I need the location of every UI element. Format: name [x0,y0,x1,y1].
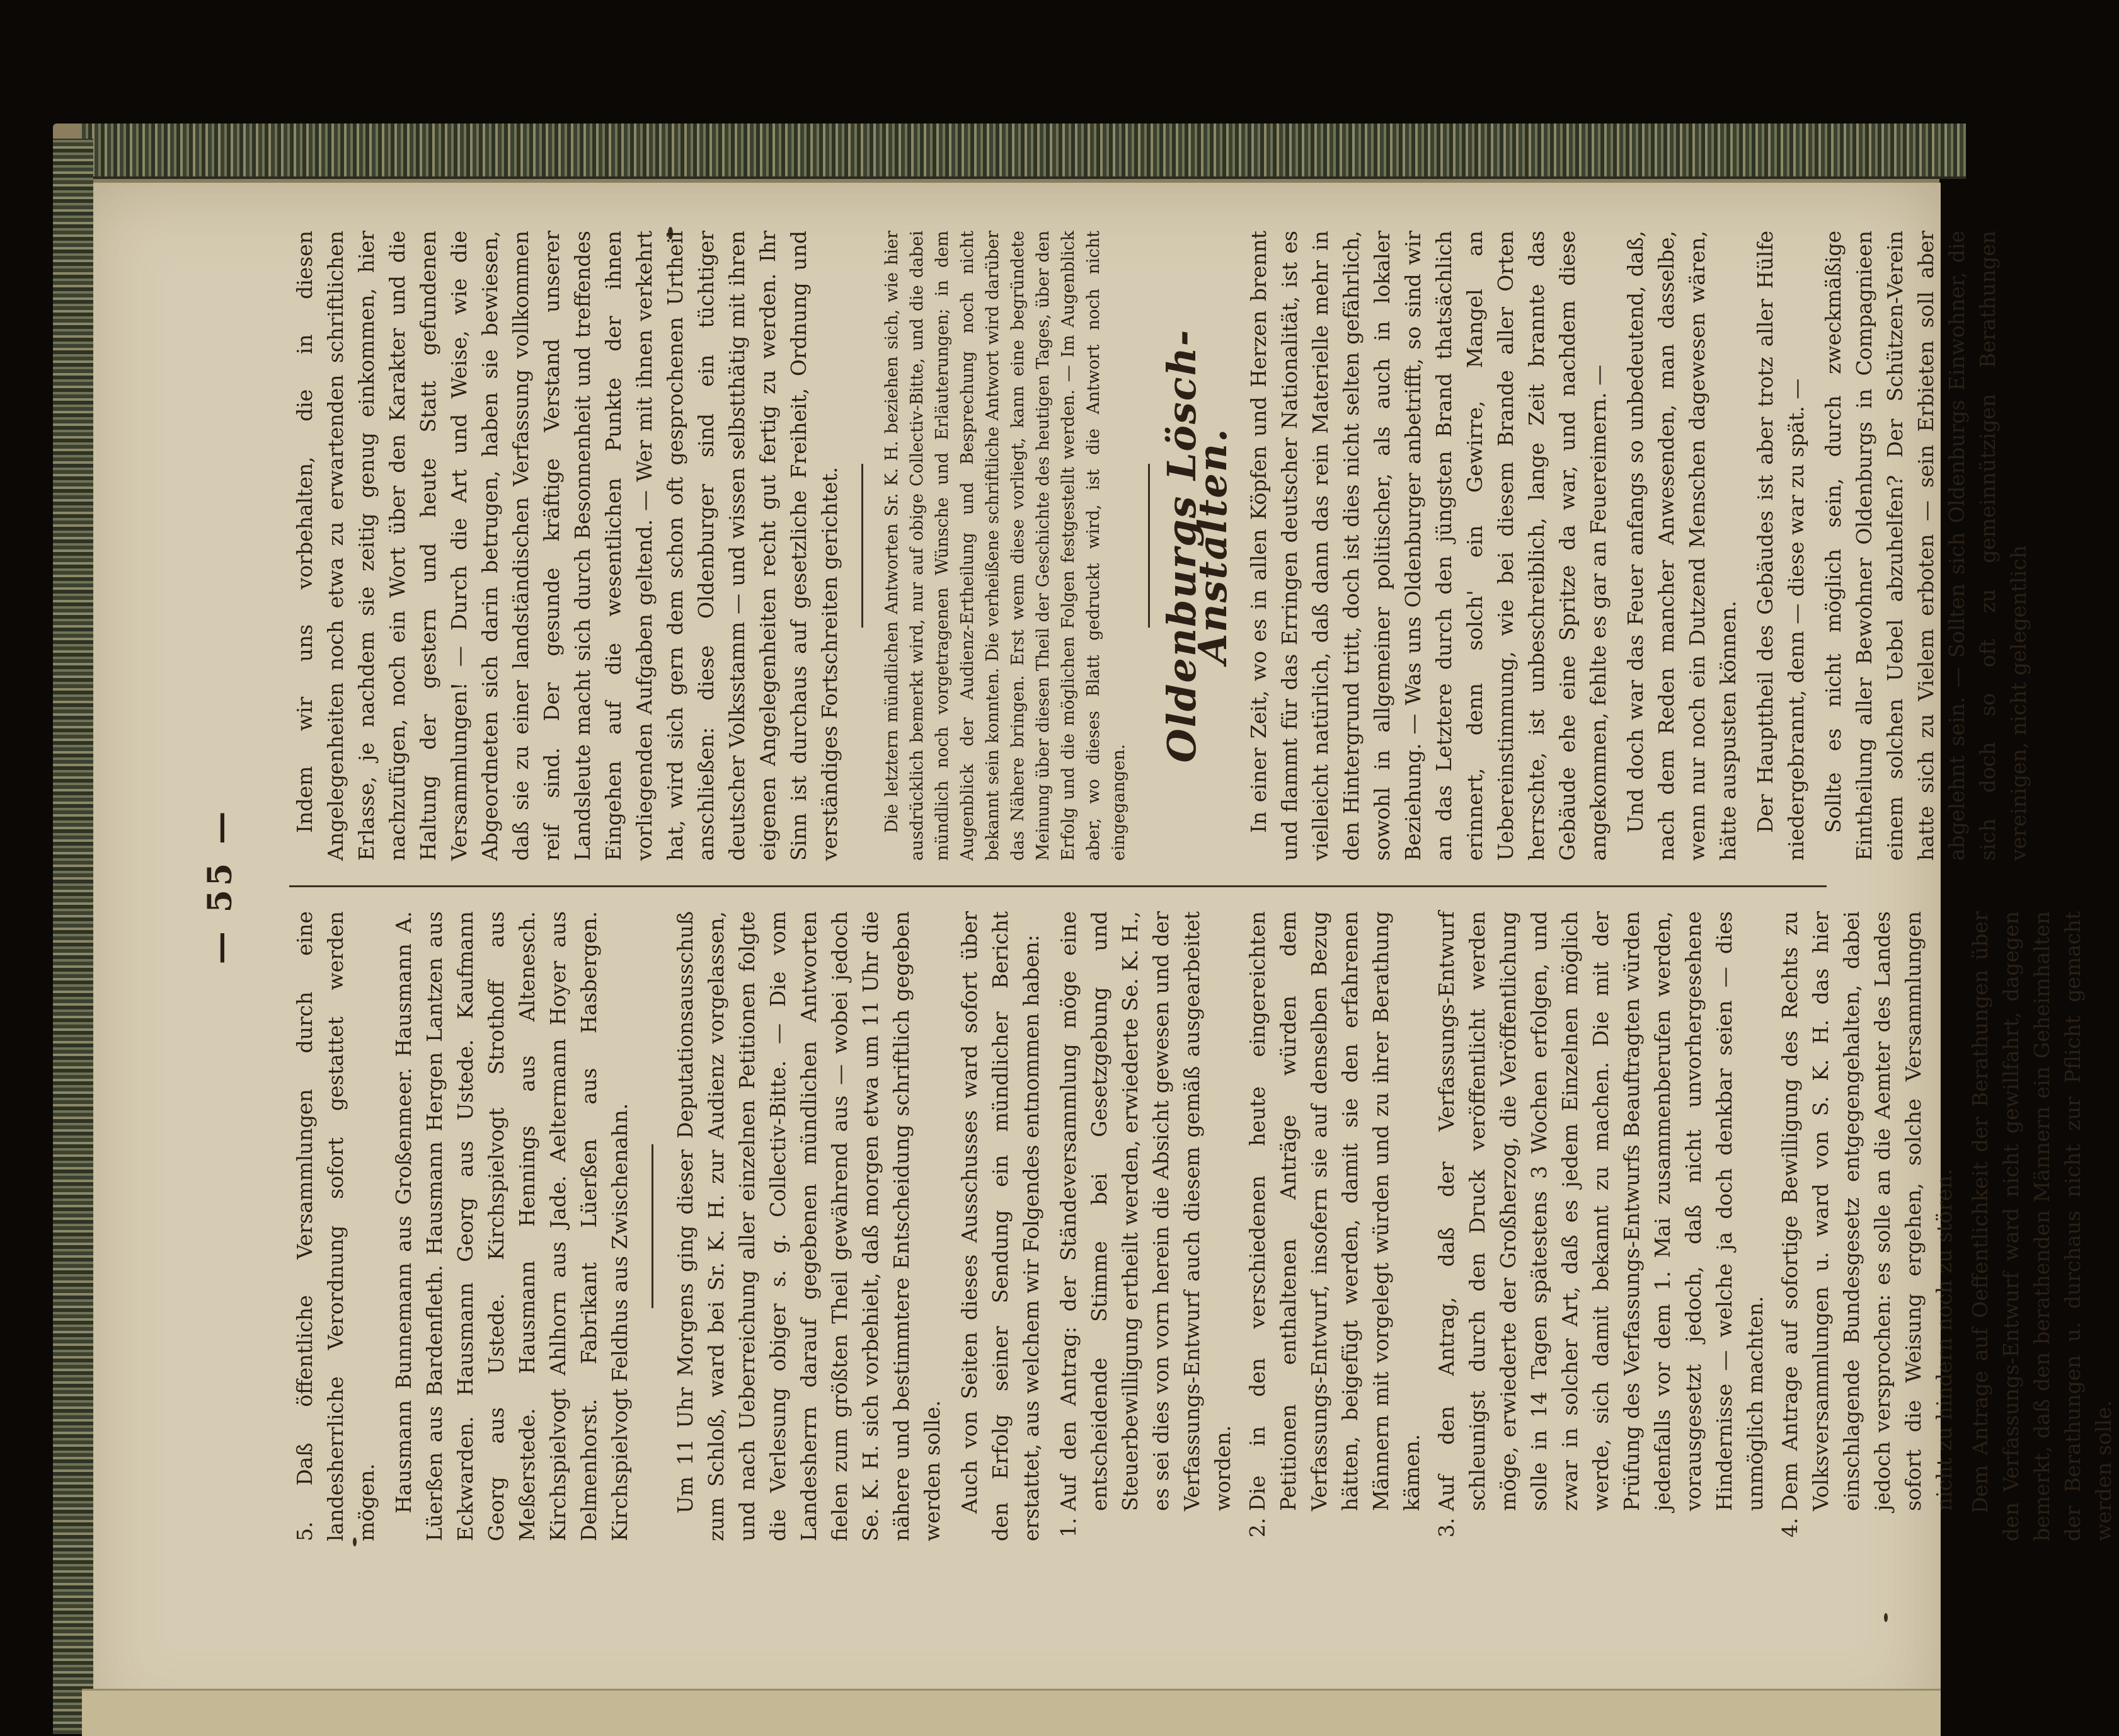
paragraph: Indem wir uns vorbehalten, die in diesen Angelegenheiten noch etwa zu erwartenden schriftlichen Erlasse, je nachdem sie zeitig genug einkommen, hier nachzufügen, noch ein Wort über den Karakter und die Haltung der gestern und heute Statt gefundenen Versammlungen! — Durch die Art und Weise, wie die Abgeordneten sich darin betrugen, haben sie bewiesen, daß sie zu einer landständischen Verfassung vollkommen reif sind. Der gesunde kräftige Verstand unserer Landsleute macht sich durch Besonnenheit und treffendes Eingehen auf die wesentlichen Punkte der ihnen vorliegenden Aufgaben geltend. — Wer mit ihnen verkehrt hat, wird sich gern dem schon oft gesprochenen Urtheil anschließen: diese Oldenburger sind ein tüchtiger deutscher Volksstamm — und wissen selbstthätig mit ihren eigenen Angelegenheiten recht gut fertig zu werden. Ihr Sinn ist durchaus auf gesetzliche Freiheit, Ordnung und verständiges Fortschreiten gerichtet. [292,231,842,861]
facing-page-edge [82,1689,1941,1736]
paragraph: Und doch war das Feuer anfangs so unbedeutend, daß, nach dem Reden mancher Anwesenden, man dasselbe, wenn nur noch ein Dutzend Menschen dagewesen wären, hätte auspusten können. [1623,231,1740,861]
item-5-text: Daß öffentliche Versammlungen durch eine landesherrliche Verordnung sofort gestattet werden mögen. [292,911,379,1541]
rotated-page-content [176,205,2116,1566]
paragraph: Um 11 Uhr Morgens ging dieser Deputationsausschuß zum Schloß, ward bei Sr. K. H. zur Audienz vorgelassen, und nach Ueberreichung aller einzelnen Petitionen folgte die Verlesung obiger s. g. Collectiv-Bitte. — Die vom Landesherrn darauf gegebenen mündlichen Antworten fielen zum größten Theil gewährend aus — wobei jedoch Se. K. H. sich vorbehielt, daß morgen etwa um 11 Uhr die nähere und bestimmtere Entscheidung schriftlich gegeben werden solle. [673,911,945,1541]
signatures: Hausmann Bunnemann aus Großenmeer. Hausmann A. Lüerßen aus Bardenfleth. Hausmann Hergen Lantzen aus Eckwarden. Hausmann Georg aus Ustede. Kaufmann Georg aus Ustede. Kirchspielvogt Strothoff aus Meßerstede. Hausmann Hennings aus Altenesch. Kirchspielvogt Ahlhorn aus Jade. Aeltermann Hoyer aus Delmenhorst. Fabrikant Lüerßen aus Hasbergen. Kirchspielvogt Feldhus aus Zwischenahn. [391,911,632,1541]
list-item: 3. Auf den Antrag, daß der Verfassungs-Entwurf schleunigst durch den Druck veröffentlicht werden möge, erwiederte der Großherzog, die Veröffentlichung solle in 14 Tagen spätestens 3 Wochen erfolgen, und zwar in solcher Art, daß es jedem Einzelnen möglich werde, sich damit bekannt zu machen. Die mit der Prüfung des Verfassungs-Entwurfs Beauftragten würden jedenfalls vor dem 1. Mai zusammenberufen werden, vorausgesetzt jedoch, daß nicht unvorhergesehene Hindernisse — welche ja doch denkbar seien — dies unmöglich machten. [1431,911,1771,1511]
paragraph: Sollte es nicht möglich sein, durch zweckmäßige Eintheilung aller Bewohner Oldenburgs in Compagnieen einem solchen Uebel abzuhelfen? Der Schützen-Verein hatte sich zu Vielem erboten — sein Erbieten soll aber abgelehnt sein. — Sollten sich Oldenburgs Einwohner, die sich doch so oft zu gemeinnützigen Berathungen vereinigen, nicht gelegentlich [1821,231,2031,861]
right-column [289,231,2031,861]
list-item: 2. Die in den verschiedenen heute eingereichten Petitionen enthaltenen Anträge würden dem Verfassungs-Entwurf, insofern sie auf denselben Bezug hätten, beigefügt werden, damit sie den erfahrenen Männern mit vorgelegt würden und zu ihrer Berathung kämen. [1242,911,1427,1511]
paragraph: Der Haupttheil des Gebäudes ist aber trotz aller Hülfe niedergebrannt, denn — diese war zu spät. — [1753,231,1808,861]
note-block [880,231,1132,861]
item-5: 5. Daß öffentliche Versammlungen durch eine landesherrliche Verordnung sofort gestattet werden mögen. [292,911,379,1541]
list-item: 1. Auf den Antrag: der Ständeversammlung möge eine entscheidende Stimme bei Gesetzgebung und Steuerbewilligung ertheilt werden, erwiederte Se. K. H., es sei dies von vorn herein die Absicht gewesen und der Verfassungs-Entwurf auch diesem gemäß ausgearbeitet worden. [1053,911,1238,1511]
list-item: 4. Dem Antrage auf sofortige Bewilligung des Rechts zu Volksversammlungen u. ward von S. K. H. das hier einschlagende Bundesgesetz entgegengehalten, dabei jedoch versprochen: es solle an die Aemter des Landes sofort die Weisung ergehen, solche Versammlungen nicht zu hindern noch zu stören. [1774,911,1960,1511]
section-title: Oldenburgs Lösch-Anstalten. [1159,328,1236,763]
stain-mark [1884,1613,1888,1622]
page-number: — 55 — [201,807,239,965]
marbled-left-edge [53,139,93,1734]
divider-rule [652,1144,653,1308]
paragraph: Dem Antrage auf Oeffentlichkeit der Berathungen über den Verfassungs-Entwurf ward nicht gewillfahrt, dagegen bemerkt, daß den berathenden Männern ein Geheimhalten der Berathungen u. durchaus nicht zur Pflicht gemacht werden solle. [1968,911,2116,1541]
column-divider [289,885,1827,887]
left-column [289,911,2116,1541]
divider-rule [861,464,863,628]
marbled-top-edge [82,124,1966,179]
paragraph: In einer Zeit, wo es in allen Köpfen und Herzen brennt und flammt für das Erringen deutscher Nationalität, ist es vielleicht natürlich, daß dann das rein Materielle mehr in den Hintergrund tritt, doch ist dies nicht selten gefährlich, sowohl in allgemeiner politischer, als auch in lokaler Beziehung. — Was uns Oldenburger anbetrifft, so sind wir an das Letztere durch den jüngsten Brand thatsächlich erinnert, denn solch' ein Gewirre, Mangel an Uebereinstimmung, wie bei diesem Brande aller Orten herrschte, ist unbeschreiblich, lange Zeit brannte das Gebäude ehe eine Spritze da war, und nachdem diese angekommen, fehlte es gar an Feuereimern. — [1246,231,1611,861]
divider-rule [1148,464,1150,628]
response-list [1053,911,1960,1541]
paragraph: Auch von Seiten dieses Ausschusses ward sofort über den Erfolg seiner Sendung ein mündlicher Bericht erstattet, aus welchem wir Folgendes entnommen haben: [957,911,1043,1541]
note-paragraph: Die letztern mündlichen Antworten Sr. K. H. beziehen sich, wie hier ausdrücklich bemerkt wird, nur auf obige Collectiv-Bitte, und die dabei mündlich noch vorgetragenen Wünsche und Erläuterungen; in dem Augenblick der Audienz-Ertheilung und Besprechung noch nicht bekannt sein konnten. Die verheißene schriftliche Antwort wird darüber das Nähere bringen. Erst wenn diese vorliegt, kann eine begründete Meinung über diesen Theil der Geschichte des heutigen Tages, über den Erfolg und die möglichen Folgen festgestellt werden. — Im Augenblick aber, wo dieses Blatt gedruckt wird, ist die Antwort noch nicht eingegangen. [882,231,1128,861]
